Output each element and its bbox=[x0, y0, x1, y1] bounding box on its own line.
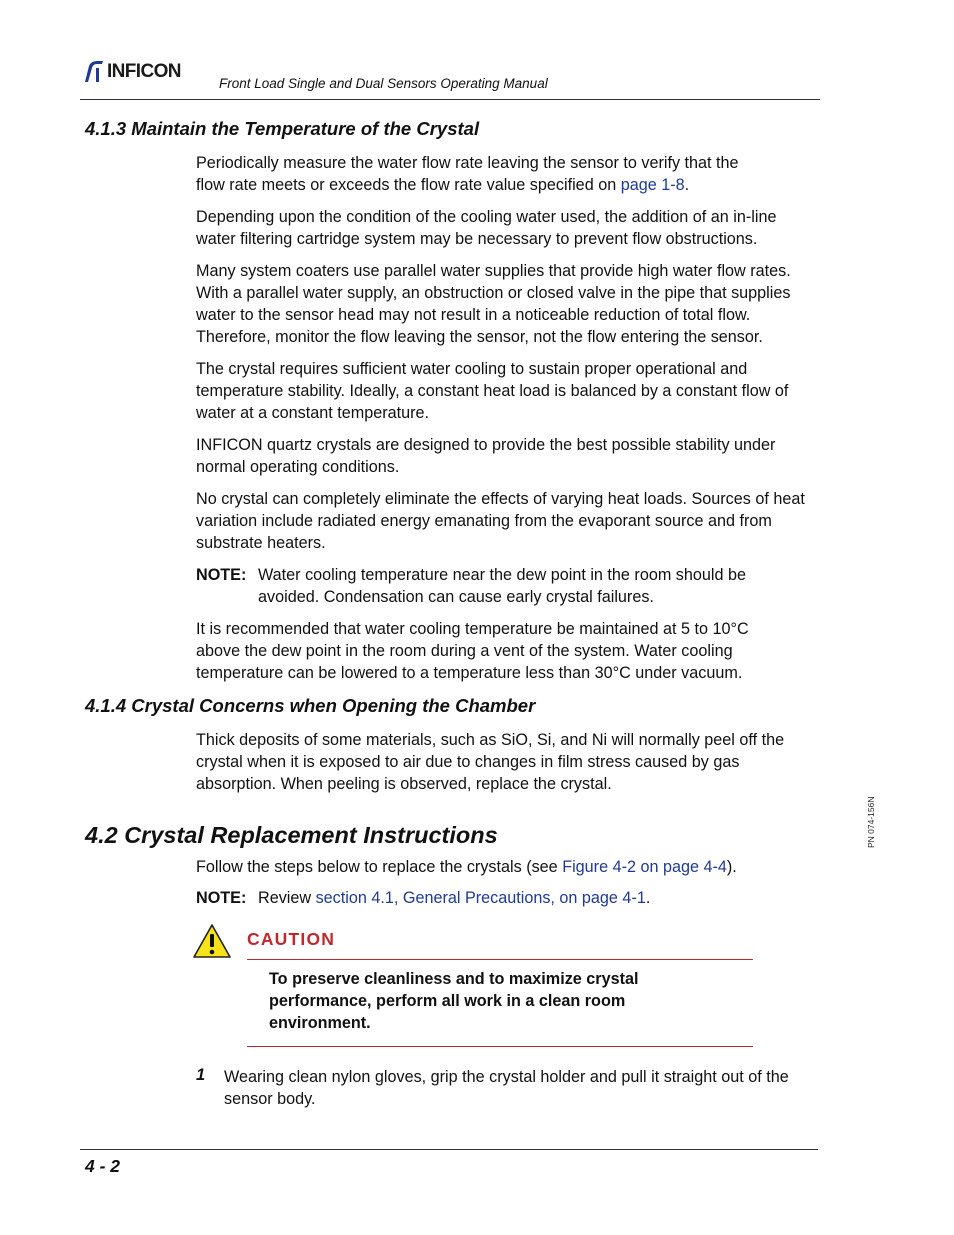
section-4-1-link[interactable]: section 4.1, General Precautions, on page 4-1 bbox=[315, 889, 646, 907]
figure-4-2-link[interactable]: Figure 4-2 on page 4-4 bbox=[562, 858, 727, 876]
paragraph: It is recommended that water cooling temperature be maintained at 5 to 10°C above the dew point in the room during a vent of the system. Water cooling temperature can be lowered to a temperature less than 30°C under vacuum. bbox=[196, 620, 749, 682]
heading-4-1-4: 4.1.4 Crystal Concerns when Opening the Chamber bbox=[85, 695, 536, 716]
note bbox=[196, 564, 818, 608]
caution-bottom-rule bbox=[247, 1046, 753, 1047]
paragraph: Depending upon the condition of the cooling water used, the addition of an in-line water filtering cartridge system may be necessary to prevent flow obstructions. bbox=[196, 208, 777, 248]
paragraph: The crystal requires sufficient water cooling to sustain proper operational and temperature stability. Ideally, a constant heat load is balanced by a constant flow of water at a constant temperature. bbox=[196, 360, 789, 422]
warning-icon bbox=[192, 923, 232, 959]
footer-rule bbox=[80, 1149, 818, 1150]
brand-name: INFICON bbox=[107, 61, 181, 82]
note bbox=[196, 887, 818, 909]
paragraph: INFICON quartz crystals are designed to provide the best possible stability under normal operating conditions. bbox=[196, 436, 776, 476]
paragraph: Periodically measure the water flow rate leaving the sensor to verify that the flow rate meets or exceeds the flow rate value specified on page 1-8. bbox=[196, 154, 739, 194]
header-rule bbox=[80, 99, 820, 100]
heading-4-2: 4.2 Crystal Replacement Instructions bbox=[85, 822, 498, 848]
caution-title: CAUTION bbox=[247, 929, 336, 949]
section-4-1-4-body bbox=[196, 729, 818, 805]
paragraph: Many system coaters use parallel water supplies that provide high water flow rates. With a parallel water supply, an obstruction or closed valve in the pipe that supplies water to the sensor head may not result in a noticeable reduction of total flow. Therefore, monitor the flow leaving the sensor, not the flow entering the sensor. bbox=[196, 262, 791, 346]
note-label: NOTE: bbox=[196, 566, 247, 584]
section-4-1-3-body bbox=[196, 152, 818, 694]
page-1-8-link[interactable]: page 1-8 bbox=[620, 176, 685, 194]
caution-text: To preserve cleanliness and to maximize crystal performance, perform all work in a clean room environment. bbox=[269, 970, 639, 1032]
paragraph: No crystal can completely eliminate the effects of varying heat loads. Sources of heat variation include radiated energy emanating from the evaporant source and from substrate heaters. bbox=[196, 490, 805, 552]
manual-title: Front Load Single and Dual Sensors Operating Manual bbox=[219, 76, 548, 91]
paragraph: Follow the steps below to replace the crystals (see Figure 4-2 on page 4-4). bbox=[196, 858, 737, 876]
paragraph: Thick deposits of some materials, such as SiO, Si, and Ni will normally peel off the crystal when it is exposed to air due to changes in film stress caused by gas absorption. When peeling is observed, replace the crystal. bbox=[196, 731, 785, 793]
note-label: NOTE: bbox=[196, 889, 247, 907]
page-number: 4 - 2 bbox=[85, 1156, 121, 1176]
step-text: Wearing clean nylon gloves, grip the crystal holder and pull it straight out of the sensor body. bbox=[224, 1068, 789, 1108]
inficon-logo bbox=[82, 60, 181, 84]
inficon-logo-icon bbox=[82, 60, 104, 84]
section-4-2-body bbox=[196, 856, 818, 909]
heading-4-1-3: 4.1.3 Maintain the Temperature of the Crystal bbox=[85, 118, 480, 139]
caution-top-rule bbox=[247, 959, 753, 960]
part-number: PN 074-156N bbox=[866, 796, 876, 848]
step-number: 1 bbox=[196, 1066, 206, 1084]
note-text: Review section 4.1, General Precautions, on page 4-1. bbox=[258, 889, 651, 907]
note-text: Water cooling temperature near the dew point in the room should be avoided. Condensation can cause early crystal failures. bbox=[258, 566, 747, 606]
